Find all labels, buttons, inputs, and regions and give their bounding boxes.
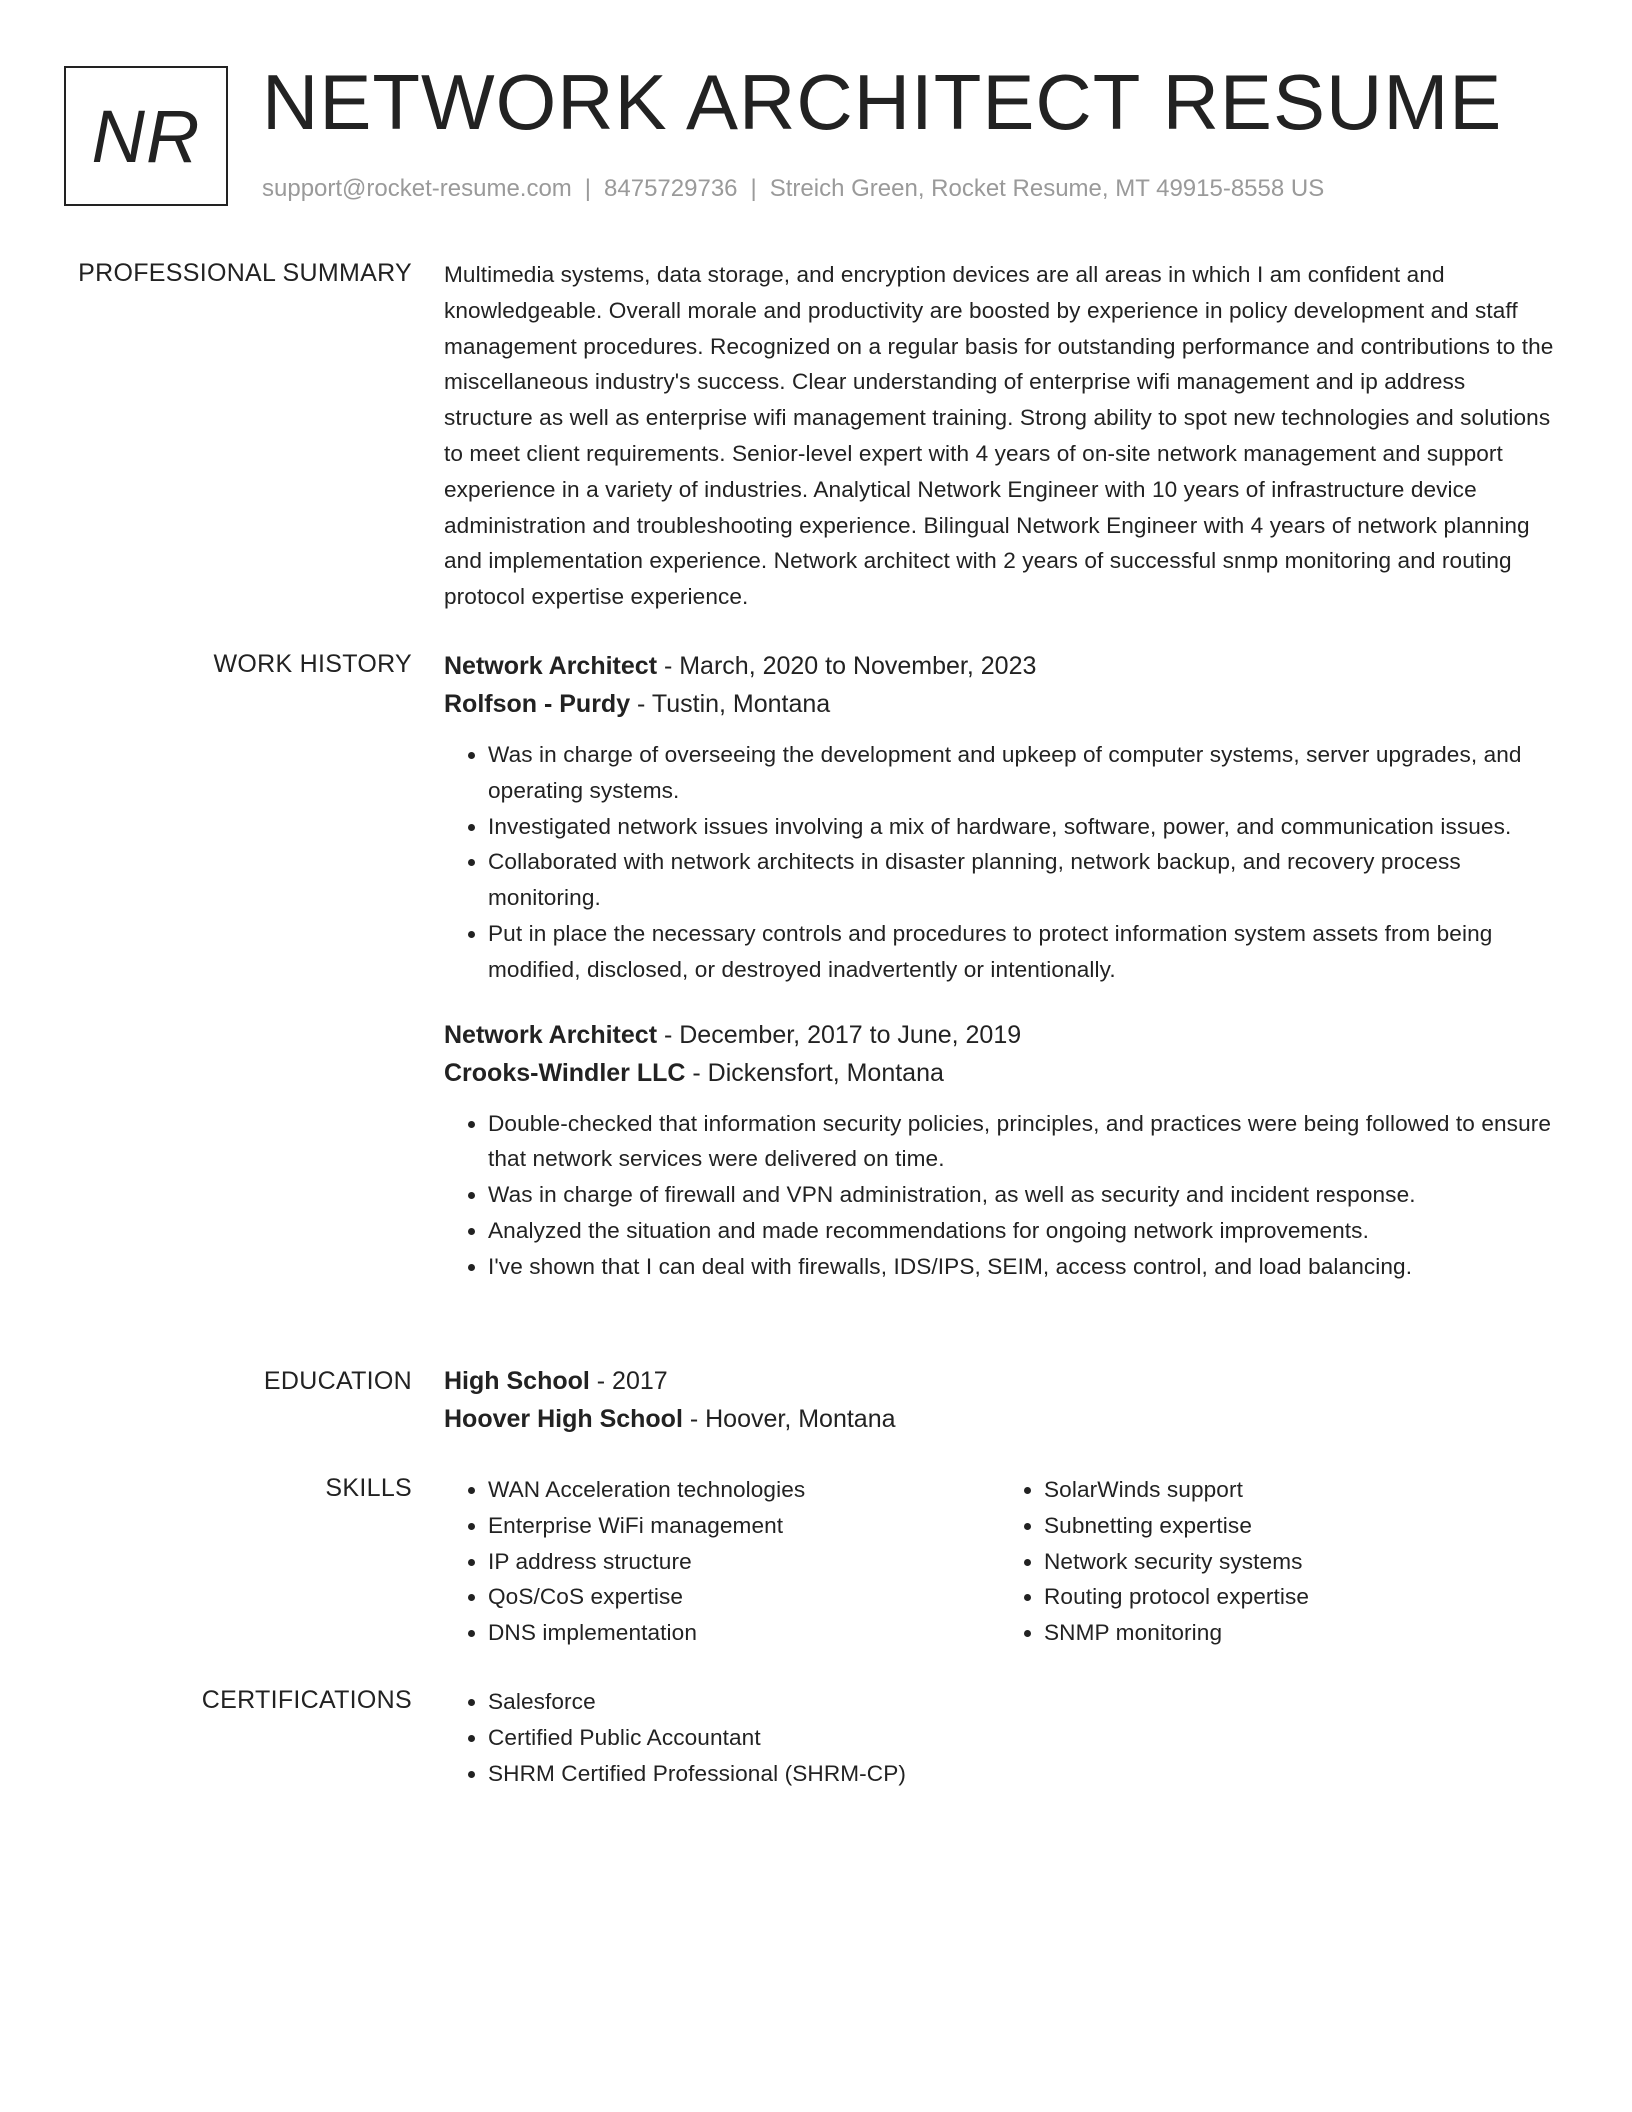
job-company: Crooks-Windler LLC [444,1058,686,1087]
job-bullet: • Put in place the necessary controls and procedures to protect information system assets from being modified, disclosed, or destroyed inadvertently or intentionally. [488,916,1556,988]
certification-item: • Salesforce [488,1684,1556,1720]
education-year: - 2017 [589,1367,668,1395]
contact-address: Streich Green, Rocket Resume, MT 49915-8558 US [769,175,1325,202]
job-bullet: • Was in charge of firewall and VPN administration, as well as security and incident response. [488,1177,1556,1213]
job-title: Network Architect [444,1020,658,1049]
certification-item: • Certified Public Accountant [488,1720,1556,1756]
certification-item: • SHRM Certified Professional (SHRM-CP) [488,1756,1556,1792]
job-entry [444,647,1556,988]
job-location: - Tustin, Montana [630,690,831,718]
education-school-line [444,1400,1556,1438]
education-degree-line [444,1362,1556,1400]
education-school: Hoover High School [444,1405,683,1433]
certifications-list [444,1684,1556,1791]
skill-item: • SNMP monitoring [1044,1615,1556,1651]
section-label-certifications: CERTIFICATIONS [201,1686,412,1714]
job-bullets [444,737,1556,988]
skill-item: • WAN Acceleration technologies [488,1472,1000,1508]
skill-item: • Network security systems [1044,1544,1556,1580]
job-dates: - March, 2020 to November, 2023 [657,652,1037,680]
job-bullet: • Double-checked that information security policies, principles, and practices were being followed to ensure that network services were delivered on time. [488,1106,1556,1178]
skill-item: • DNS implementation [488,1615,1000,1651]
certifications-body [444,1684,1556,1791]
job-title-line [444,1016,1556,1054]
section-label-summary: PROFESSIONAL SUMMARY [78,259,412,287]
education-body [444,1362,1556,1438]
job-bullet: • Investigated network issues involving a mix of hardware, software, power, and communication issues. [488,809,1556,845]
job-bullet: • Analyzed the situation and made recommendations for ongoing network improvements. [488,1213,1556,1249]
section-label-education: EDUCATION [263,1367,412,1395]
job-company: Rolfson - Purdy [444,690,631,718]
skills-body [444,1472,1556,1651]
contact-separator: | [584,175,592,202]
skill-item: • SolarWinds support [1044,1472,1556,1508]
monogram-logo: NR [64,66,228,206]
education-degree: High School [444,1367,590,1395]
job-bullet: • Was in charge of overseeing the development and upkeep of computer systems, server upgrades, and operating systems. [488,737,1556,809]
job-title: Network Architect [444,652,658,680]
skill-item: • Routing protocol expertise [1044,1579,1556,1615]
summary-body [444,257,1556,615]
summary-text: Multimedia systems, data storage, and encryption devices are all areas in which I am confident and knowledgeable. Overall morale and productivity are boosted by experience in policy development and staff management procedures. Recognized on a regular basis for outstanding performance and contributions to the miscellaneous industry's success. Clear understanding of enterprise wifi management and ip address structure as well as enterprise wifi management training. Strong ability to spot new technologies and solutions to meet client requirements. Senior-level expert with 4 years of on-site network management and support experience in a variety of industries. Analytical Network Engineer with 10 years of infrastructure device administration and troubleshooting experience. Bilingual Network Engineer with 4 years of network planning and implementation experience. Network architect with 2 years of successful snmp monitoring and routing protocol expertise experience. [444,262,1554,610]
skill-item: • IP address structure [488,1544,1000,1580]
job-title-line [444,647,1556,685]
job-dates: - December, 2017 to June, 2019 [657,1020,1022,1049]
job-bullet: • I've shown that I can deal with firewalls, IDS/IPS, SEIM, access control, and load balancing. [488,1249,1556,1285]
skills-list-right [1000,1472,1556,1651]
job-company-line [444,1054,1556,1092]
resume-title: NETWORK ARCHITECT RESUME [262,58,1503,146]
contact-separator: | [750,175,757,202]
job-entry [444,1016,1556,1285]
job-company-line [444,685,1556,723]
contact-line [262,174,1324,204]
work-history-body [444,647,1556,1285]
education-location: - Hoover, Montana [682,1405,896,1433]
skill-item: • Subnetting expertise [1044,1508,1556,1544]
skill-item: • QoS/CoS expertise [488,1579,1000,1615]
contact-phone: 8475729736 [604,175,738,202]
skills-list-left [444,1472,1000,1651]
job-bullet: • Collaborated with network architects in disaster planning, network backup, and recovery process monitoring. [488,844,1556,916]
section-label-skills: SKILLS [325,1474,412,1502]
section-label-work-history: WORK HISTORY [213,650,412,678]
job-bullets [444,1106,1556,1285]
skills-columns [444,1472,1556,1651]
job-location: - Dickensfort, Montana [685,1058,944,1087]
skill-item: • Enterprise WiFi management [488,1508,1000,1544]
contact-email: support@rocket-resume.com [262,175,572,202]
